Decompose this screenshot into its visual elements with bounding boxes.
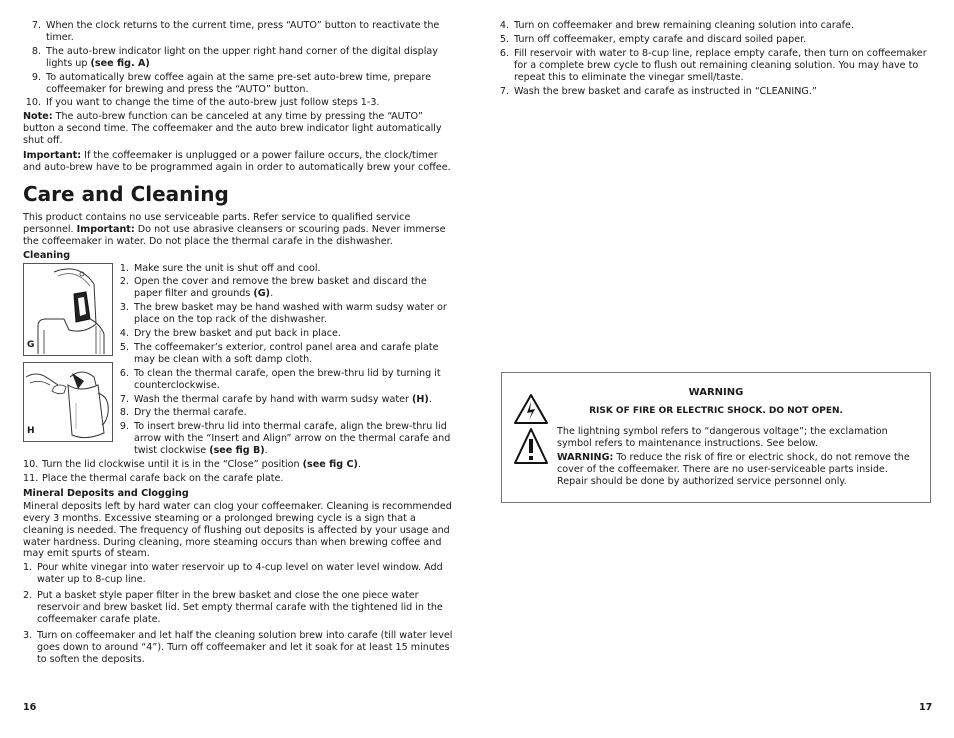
figure-g	[23, 263, 113, 356]
step-text: To clean the thermal carafe, open the brew-thru lid by turning it counterclockwise.	[134, 367, 441, 391]
list-item	[23, 630, 455, 666]
list-item	[499, 48, 933, 84]
step-number: 9.	[119, 421, 129, 433]
step-number: 1.	[119, 262, 129, 274]
step-text: Wash the thermal carafe by hand with warm sudsy water	[134, 393, 413, 405]
cleaning-steps	[118, 263, 455, 460]
intro-paragraph	[23, 212, 455, 248]
list-item	[499, 20, 933, 32]
list-item	[118, 276, 455, 300]
list-item	[23, 72, 455, 96]
left-page	[23, 20, 455, 668]
step-text: To insert brew-thru lid into thermal carafe, align the brew-thru lid arrow with the “Insert and Align” arrow on the thermal carafe and twist clockwise	[134, 421, 451, 457]
figure-h-label: H	[27, 425, 35, 436]
list-item	[23, 473, 455, 485]
step-number: 3.	[119, 302, 129, 314]
step-number: 9.	[31, 71, 41, 83]
list-item	[23, 590, 455, 626]
figure-reference: (H)	[412, 393, 429, 405]
warning-text: To reduce the risk of fire or electric shock, do not remove the cover of the coffeemaker. There are no user-serviceable parts inside. Repair should be done by authorized service personnel only.	[557, 451, 910, 487]
list-item	[118, 263, 455, 275]
page-number-right: 17	[919, 702, 933, 713]
list-item	[499, 86, 933, 98]
step-number: 3.	[23, 629, 33, 641]
step-text: Turn on coffeemaker and let half the cleaning solution brew into carafe (till water level goes down to around “4”). Turn off coffeemaker and let it soak for at least 15 minutes to soften the deposits.	[37, 629, 453, 665]
step-number: 2.	[23, 590, 33, 602]
warning-paragraph-2	[557, 452, 916, 488]
step-number: 4.	[119, 328, 129, 340]
figure-g-label: G	[27, 339, 35, 350]
right-page	[499, 20, 933, 99]
step-text: Dry the thermal carafe.	[134, 407, 247, 419]
step-text: Place the thermal carafe back on the carafe plate.	[42, 473, 284, 484]
mineral-steps-continued	[499, 20, 933, 97]
figure-reference: (see fig C)	[302, 459, 358, 471]
list-item	[118, 328, 455, 340]
note-paragraph	[23, 111, 455, 147]
list-item	[499, 34, 933, 46]
step-number: 1.	[23, 562, 33, 574]
step-number: 8.	[31, 45, 41, 57]
warning-label: WARNING:	[557, 451, 614, 463]
list-item	[118, 421, 455, 457]
cleaning-heading: Cleaning	[23, 249, 71, 261]
step-text: Put a basket style paper filter in the brew basket and close the one piece water reservoir and brew basket lid. Set empty thermal carafe with the tightened lid in the coffeemaker carafe plate.	[37, 590, 443, 625]
list-item	[23, 562, 455, 586]
figure-reference: (see fig. A)	[90, 57, 150, 69]
step-number: 4.	[499, 20, 509, 31]
mineral-steps	[23, 562, 455, 665]
list-item	[118, 342, 455, 366]
list-item	[118, 302, 455, 326]
mineral-heading: Mineral Deposits and Clogging	[23, 487, 189, 499]
warning-title: WARNING	[688, 387, 744, 398]
step-number: 10.	[23, 459, 39, 471]
step-number: 10.	[25, 97, 41, 109]
figure-column	[23, 263, 115, 460]
step-text: Turn off coffeemaker, empty carafe and discard soiled paper.	[514, 33, 807, 45]
note-label: Note:	[23, 111, 53, 123]
important-paragraph	[23, 150, 455, 174]
note-text: The auto-brew function can be canceled at any time by pressing the “AUTO” button a second time. The coffeemaker and the auto brew indicator light automatically shut off.	[23, 111, 442, 147]
intro-text-continued: Do not use abrasive cleansers or scouring pads. Never immerse the coffeemaker in water. Do not place the thermal carafe in the dishwasher.	[23, 223, 446, 247]
step-text: Pour white vinegar into water reservoir up to 4-cup level on water level window. Add water up to 8-cup line.	[37, 562, 443, 586]
coffeemaker-illustration	[24, 264, 113, 356]
cleaning-steps-continued	[23, 459, 455, 485]
step-number: 6.	[119, 367, 129, 379]
list-item	[23, 459, 455, 471]
cleaning-section	[23, 263, 455, 460]
figure-reference: (G)	[253, 288, 271, 300]
step-number: 8.	[119, 407, 129, 419]
intro-text: This product contains no use serviceable parts. Refer service to qualified service personnel.	[23, 211, 411, 235]
list-item	[118, 394, 455, 406]
mineral-paragraph: Mineral deposits left by hard water can clog your coffeemaker. Cleaning is recommended every 3 months. Excessive steaming or a prolonged brewing cycle is a sign that a cleaning is needed. The frequency of flushing out deposits is affected by your usage and water hardness. During cleaning, more steaming occurs than when brewing coffee and may emit spurts of steam.	[23, 500, 452, 560]
list-item	[118, 368, 455, 392]
step-number: 6.	[499, 47, 509, 59]
step-tail: .	[428, 393, 432, 405]
step-number: 7.	[31, 20, 41, 31]
list-item	[23, 46, 455, 70]
step-tail: .	[264, 445, 268, 457]
step-text: Dry the brew basket and put back in place.	[134, 328, 341, 340]
step-number: 2.	[119, 276, 129, 288]
step-number: 11.	[23, 473, 39, 484]
section-title: Care and Cleaning	[23, 181, 229, 206]
warning-subtitle: RISK OF FIRE OR ELECTRIC SHOCK. DO NOT OPEN.	[589, 406, 843, 416]
page-number-left: 16	[23, 702, 37, 713]
step-text: Open the cover and remove the brew basket and discard the paper filter and grounds	[134, 276, 427, 300]
step-text: Wash the brew basket and carafe as instructed in “CLEANING.”	[514, 85, 817, 97]
figure-reference: (see fig B)	[209, 445, 265, 457]
auto-brew-steps	[23, 20, 455, 109]
carafe-washing-illustration	[24, 363, 113, 442]
step-text: Turn the lid clockwise until it is in the “Close” position	[42, 459, 303, 471]
step-text: Make sure the unit is shut off and cool.	[134, 262, 321, 274]
step-text: The brew basket may be hand washed with warm sudsy water or place on the top rack of the dishwasher.	[134, 302, 447, 326]
step-tail: .	[357, 459, 361, 471]
step-number: 7.	[499, 85, 509, 97]
step-text: The auto-brew indicator light on the upper right hand corner of the digital display lights up	[46, 45, 438, 69]
step-text: To automatically brew coffee again at the same pre-set auto-brew time, prepare coffeemaker for brewing and press the “AUTO” button.	[46, 71, 431, 95]
figure-h	[23, 362, 113, 442]
warning-body	[557, 426, 916, 488]
step-text: If you want to change the time of the auto-brew just follow steps 1-3.	[46, 97, 380, 109]
list-item	[118, 407, 455, 419]
step-text: When the clock returns to the current time, press “AUTO” button to reactivate the timer.	[46, 20, 440, 43]
intro-important-label: Important:	[76, 223, 135, 235]
step-number: 5.	[499, 33, 509, 45]
list-item	[23, 20, 455, 44]
step-text: Turn on coffeemaker and brew remaining cleaning solution into carafe.	[514, 20, 854, 31]
step-number: 7.	[119, 393, 129, 405]
important-label: Important:	[23, 150, 82, 162]
step-number: 5.	[119, 341, 129, 353]
step-text: The coffeemaker’s exterior, control panel area and carafe plate may be clean with a soft damp cloth.	[134, 341, 439, 365]
exclamation-warning-icon	[513, 427, 549, 465]
step-text: Fill reservoir with water to 8-cup line, replace empty carafe, then turn on coffeemaker for a complete brew cycle to flush out remaining cleaning solution. You may have to repeat this to eliminate the vinegar smell/taste.	[514, 47, 927, 83]
step-tail: .	[270, 288, 274, 300]
warning-paragraph: The lightning symbol refers to “dangerous voltage”; the exclamation symbol refers to maintenance instructions. See below.	[557, 426, 888, 449]
list-item	[23, 97, 455, 109]
warning-box	[501, 372, 931, 503]
important-text: If the coffeemaker is unplugged or a power failure occurs, the clock/timer and auto-brew have to be programmed again in order to automatically brew your coffee.	[23, 150, 451, 173]
